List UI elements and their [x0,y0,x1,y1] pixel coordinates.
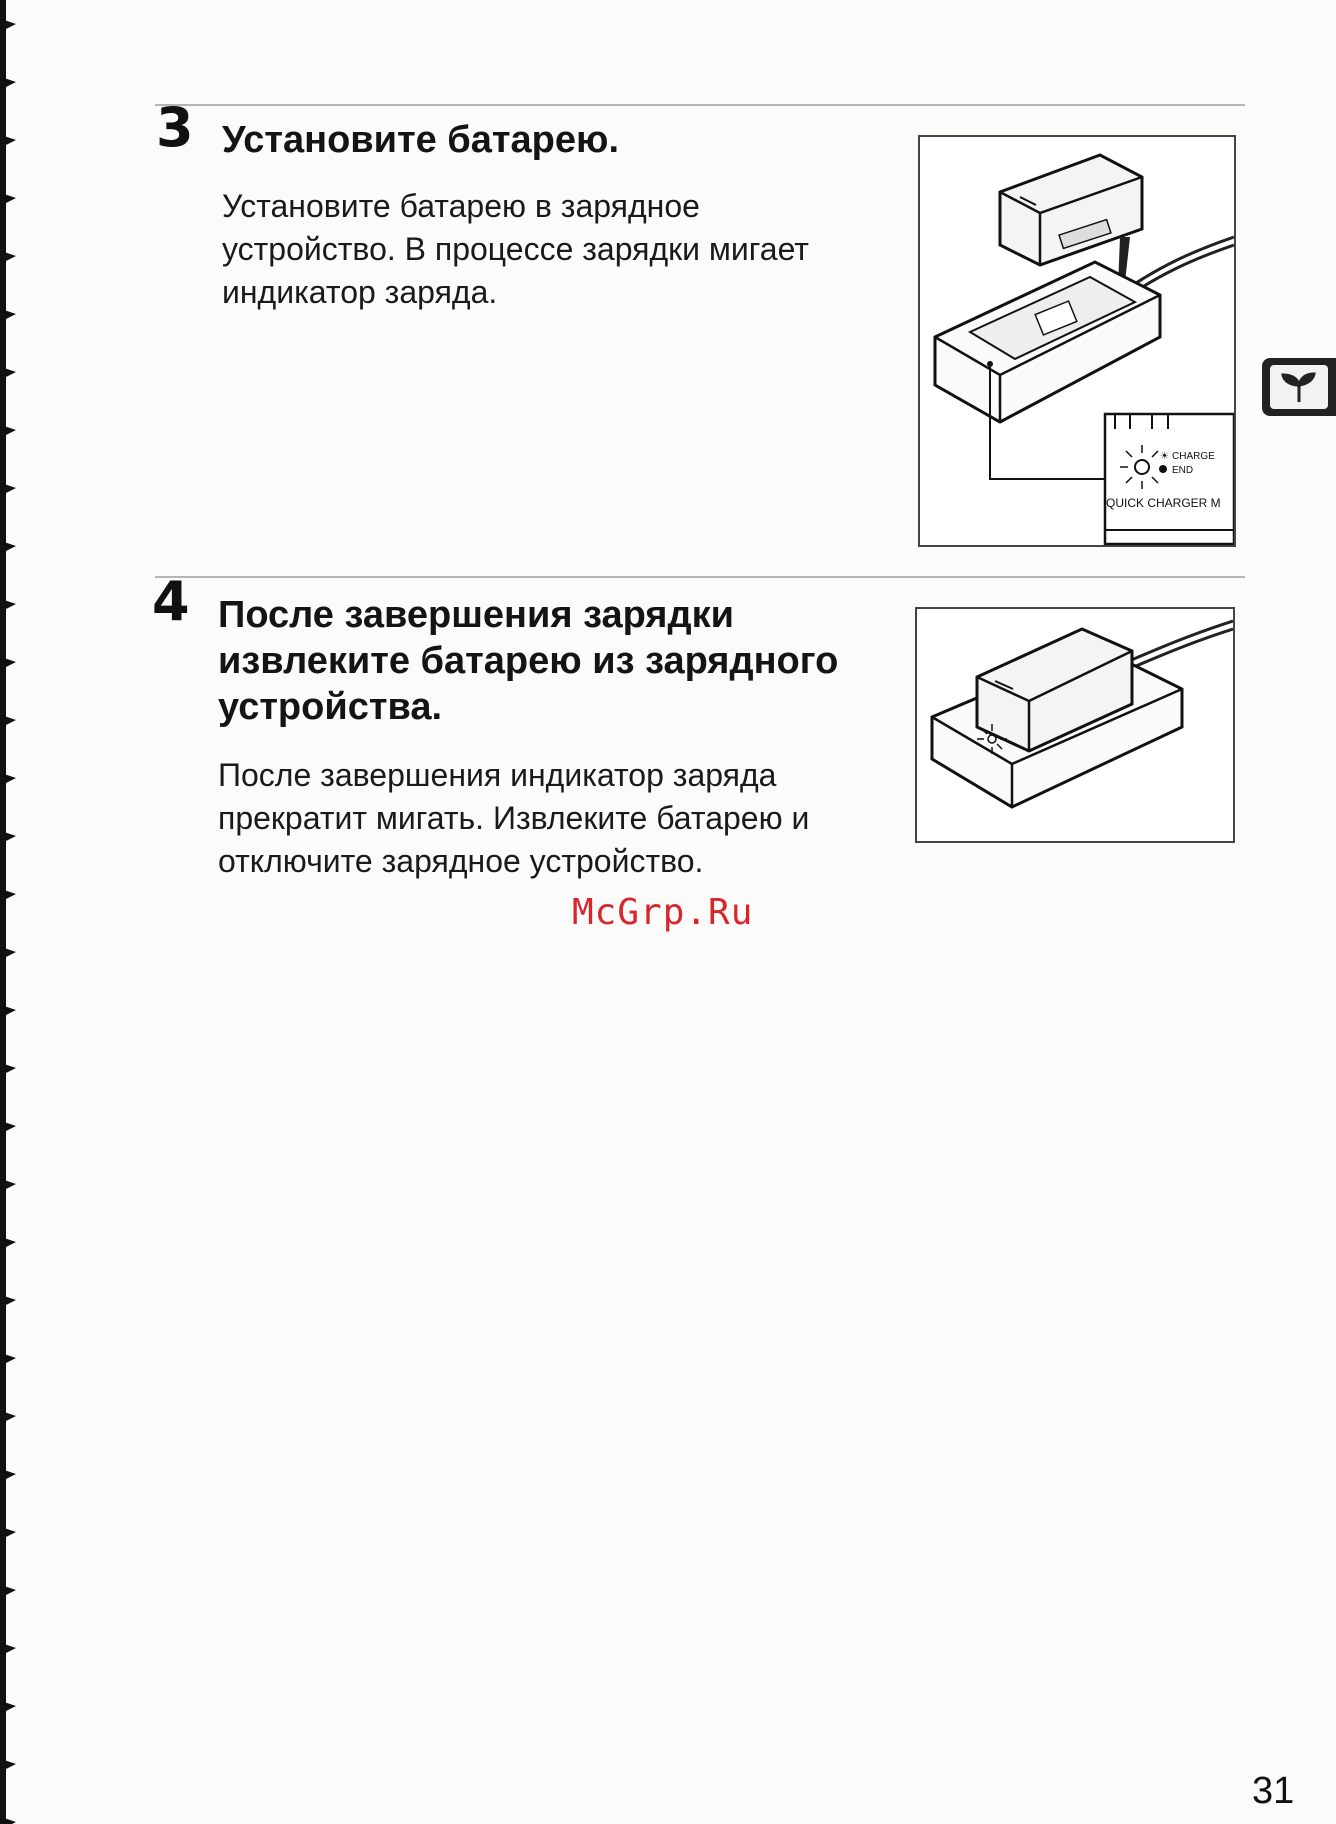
binding-tooth [4,426,16,436]
binding-tooth [4,368,16,378]
binding-tooth [4,890,16,900]
binding-tooth [4,1470,16,1480]
binding-tooth [4,136,16,146]
section-tab [1262,358,1336,416]
binding-tooth [4,948,16,958]
step-4-body-line: отключите зарядное устройство. [218,843,704,879]
binding-tooth [4,1586,16,1596]
watermark: McGrp.Ru [572,892,754,933]
step-3-body-line: индикатор заряда. [222,274,498,310]
page-number: 31 [1252,1770,1295,1812]
charger-model-label: QUICK CHARGER M [1106,496,1221,510]
binding-tooth [4,1238,16,1248]
binding-tooth [4,20,16,30]
step-4-title [218,592,838,730]
binding-tooth [4,1644,16,1654]
step-4-title-line: извлеките батарею из зарядного [218,640,839,682]
binding-tooth [4,1818,16,1824]
step-number-3: 3 [156,96,194,159]
binding-tooth [4,484,16,494]
binding-tooth [4,600,16,610]
binding-tooth [4,194,16,204]
step-4-body-line: прекратит мигать. Извлеките батарею и [218,800,810,836]
binding-tooth [4,1412,16,1422]
figure-remove-battery [915,607,1235,843]
binding-tooth [4,1354,16,1364]
section-divider-step4 [155,576,1245,578]
binding-tooth [4,832,16,842]
binding-tooth [4,774,16,784]
step-4-title-line: После завершения зарядки [218,594,734,636]
binding-edge [0,0,26,1824]
binding-tooth [4,78,16,88]
binding-tooth [4,1528,16,1538]
step-4-body-line: После завершения индикатор заряда [218,757,777,793]
section-divider-step3 [155,104,1245,106]
step-3-body [222,185,809,314]
binding-tooth [4,1064,16,1074]
binding-tooth [4,1006,16,1016]
binding-tooth [4,310,16,320]
step-4-title-line: устройства. [218,686,443,728]
binding-tooth [4,1296,16,1306]
figure-insert-battery [918,135,1236,547]
binding-tooth [4,542,16,552]
step-3-title: Установите батарею. [222,119,620,161]
end-label: END [1172,465,1194,476]
binding-tooth [4,1760,16,1770]
step-number-4: 4 [152,570,190,633]
charger-icon [935,262,1160,422]
binding-tooth [4,716,16,726]
binding-tooth [4,658,16,668]
binding-tooth [4,1702,16,1712]
binding-tooth [4,1122,16,1132]
svg-text:☀: ☀ [1160,451,1169,462]
charge-label: CHARGE [1172,451,1215,462]
binding-tooth [4,1180,16,1190]
binding-tooth [4,252,16,262]
step-3-body-line: Установите батарею в зарядное [222,188,700,224]
step-4-body [218,754,809,883]
step-3-body-line: устройство. В процессе зарядки мигает [222,231,809,267]
